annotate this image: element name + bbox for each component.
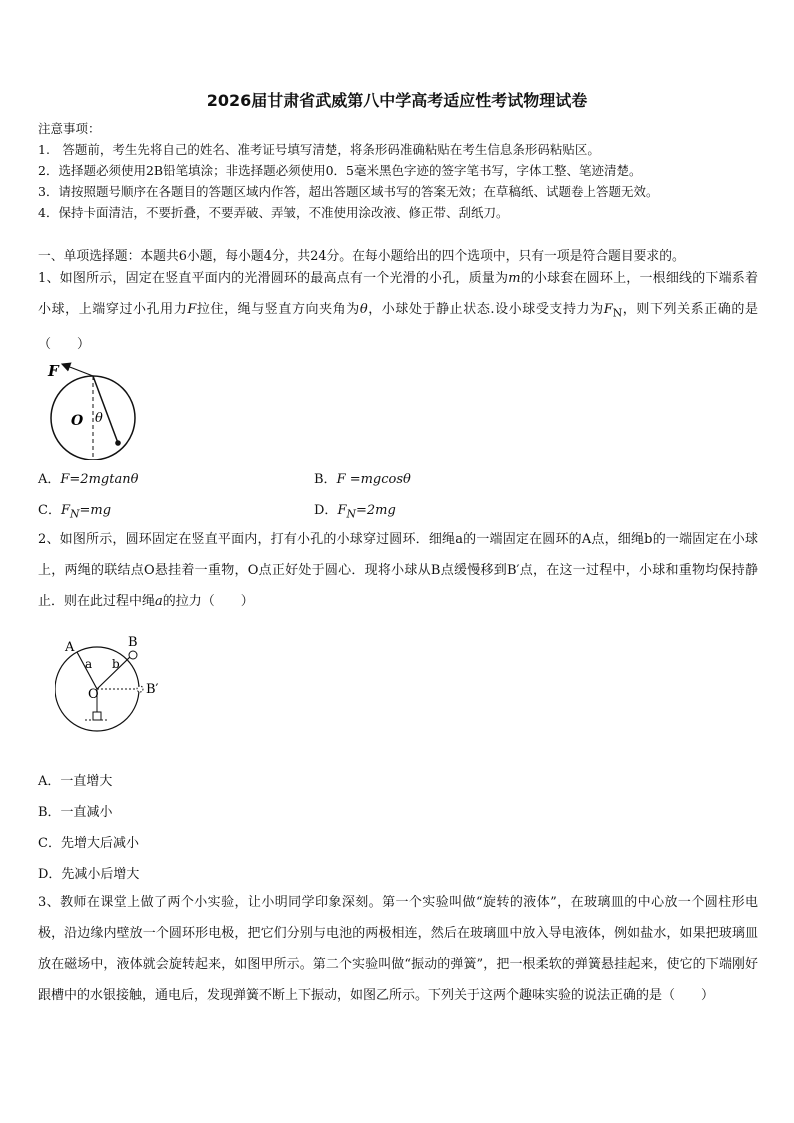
center-label: O [71, 413, 84, 429]
option-a: A．一直增大 [38, 774, 113, 789]
rope-a-label: a [85, 657, 93, 671]
notice-item: 2．选择题必须使用2B铅笔填涂；非选择题必须使用0．5毫米黑色字迹的签字笔书写，字体工整、笔迹清楚。 [38, 163, 642, 178]
notice-item: 4．保持卡面清洁，不要折叠，不要弄破、弄皱，不准使用涂改液、修正带、刮纸刀。 [38, 205, 509, 220]
point-a-label: A [65, 640, 75, 655]
notice-item: 3．请按照题号顺序在各题目的答题区域内作答，超出答题区域书写的答案无效；在草稿纸、试题卷上答题无效。 [38, 184, 659, 199]
point-b-label: B [128, 635, 138, 650]
angle-label: θ [95, 411, 103, 426]
option-b: B．F =mgcosθ [314, 472, 411, 487]
question-2-figure [55, 632, 185, 744]
page-title: 2026届甘肃省武威第八中学高考适应性考试物理试卷 [206, 91, 588, 110]
option-b: B．一直减小 [38, 805, 113, 820]
option-a: A．F=2mgtanθ [38, 472, 139, 487]
option-d: D．先减小后增大 [38, 867, 140, 882]
option-c: C．$F_N=mg$ [38, 503, 112, 521]
option-c: C．先增大后减小 [38, 836, 139, 851]
question-1: 1、如图所示，固定在竖直平面内的光滑圆环的最高点有一个光滑的小孔，质量为m的小球套在圆环上，一根细线的下端系着小球，上端穿过小孔用力F拉住，绳与竖直方向夹角为θ，小球处于静止状态.设小球受支持力为$F_N$，则下列关系正确的是（ ） [38, 271, 758, 352]
section-heading: 一、单项选择题：本题共6小题，每小题4分，共24分。在每小题给出的四个选项中，只有一项是符合题目要求的。 [38, 249, 685, 264]
rope-b-label: b [112, 657, 120, 671]
question-1-figure [38, 360, 148, 460]
point-b-prime-label: B′ [146, 682, 159, 697]
point-o-label: O [88, 687, 99, 702]
option-d: D．$F_N=2mg$ [314, 503, 396, 521]
question-2: 2、如图所示，圆环固定在竖直平面内，打有小孔的小球穿过圆环．细绳a的一端固定在圆环的A点，细绳b的一端固定在小球上，两绳的联结点O悬挂着一重物，O点正好处于圆心．现将小球从B点缓慢移到B′点，在这一过程中，小球和重物均保持静止．则在此过程中绳a的拉力（ ） [38, 532, 758, 609]
question-3: 3、教师在课堂上做了两个小实验，让小明同学印象深刻。第一个实验叫做“旋转的液体”，在玻璃皿的中心放一个圆柱形电极，沿边缘内壁放一个圆环形电极，把它们分别与电池的两极相连，然后在玻璃皿中放入导电液体，例如盐水，如果把玻璃皿放在磁场中，液体就会旋转起来，如图甲所示。第二个实验叫做“振动的弹簧”，把一根柔软的弹簧悬挂起来，使它的下端刚好跟槽中的水银接触，通电后，发现弹簧不断上下振动，如图乙所示。下列关于这两个趣味实验的说法正确的是（ ） [38, 895, 758, 1003]
notice-heading: 注意事项： [38, 121, 101, 136]
force-label: F [48, 362, 59, 380]
notice-item: 1. 答题前，考生先将自己的姓名、准考证号填写清楚，将条形码准确粘贴在考生信息条形码粘贴区。 [38, 142, 600, 157]
